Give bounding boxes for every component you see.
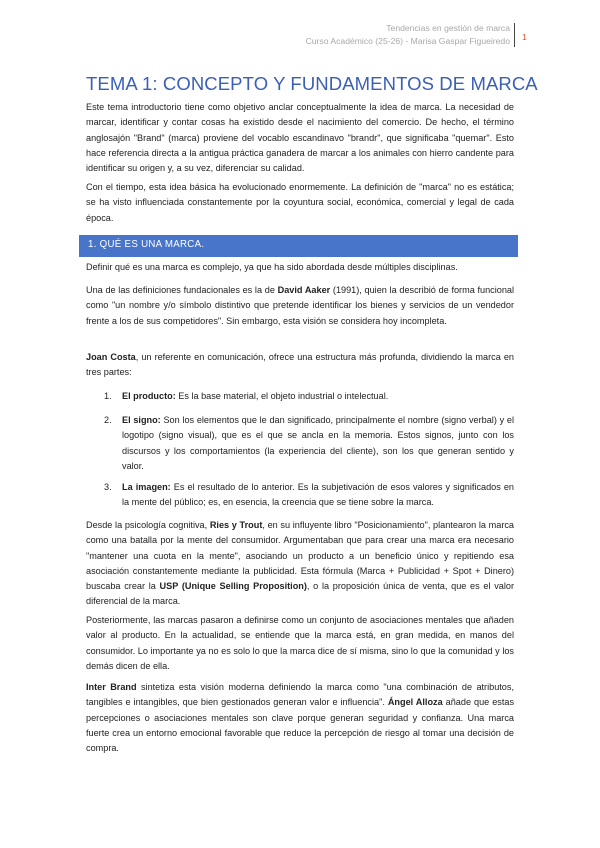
list-item-description: Son los elementos que le dan significado, principalmente el nombre (signo verbal) y el logotipo (signo visual), que es el que se ancla en la memoria. Estos signos, junto con los discursos y los comportamientos (la experiencia del cliente), son los que generan sentido y valor. [122,415,514,471]
section-paragraph-interbrand [86,680,514,756]
section-paragraph-associations: Posteriormente, las marcas pasaron a definirse como un conjunto de asociaciones mentales que añaden valor al producto. En la actualidad, se entiende que la marca está, en gran medida, en manos del consumidor. Lo importante ya no es solo lo que la marca dice de sí misma, sino lo que la comunidad y los demás dicen de ella. [86,615,514,671]
list-item-description: Es la base material, el objeto industrial o intelectual. [175,391,389,401]
ries-trout-intro: Desde la psicología cognitiva, [86,520,210,530]
list-item-term: El signo: [122,415,161,425]
list-item-text [122,413,514,474]
list-item-term: El producto: [122,391,176,401]
header-course-title: Tendencias en gestión de marca [386,23,510,33]
costa-name: Joan Costa [86,352,136,362]
aaker-definition-text: (1991), quien la describió de forma funcional como "un nombre y/o símbolo distintivo que pretende identificar los bienes y servicios de un vendedor frente a los de sus competidores". Sin embargo, esta visión se considera hoy incompleta. [86,285,515,326]
aaker-name: David Aaker [277,285,331,295]
list-item-text [122,480,514,511]
section-paragraph-1: Definir qué es una marca es complejo, ya que ha sido abordada desde múltiples disciplinas. [86,262,458,272]
header-course-info: Curso Académico (25-26) - Marisa Gaspar Figueiredo [305,35,510,46]
interbrand-name: Inter Brand [86,682,137,692]
header-divider [514,23,515,47]
intro-paragraph-2: Con el tiempo, esta idea básica ha evolucionado enormemente. La definición de "marca" no es estática; se ha visto influenciada constantemente por la coyuntura social, económica, comercial y legal de cada época. [86,182,514,223]
list-item-description: Es el resultado de lo anterior. Es la subjetivación de esos valores y significados en la mente del público; es, en esencia, la creencia que se tiene sobre la marca. [122,482,515,508]
interbrand-text: sintetiza esta visión moderna definiendo la marca como "una combinación de atributos, tangibles e intangibles, que bien gestionados generan valor e influencia". [86,682,514,708]
list-item-text [122,389,514,404]
usp-term: USP (Unique Selling Proposition) [159,581,307,592]
list-item-number: 1. [104,391,112,401]
page-title: TEMA 1: CONCEPTO Y FUNDAMENTOS DE MARCA [86,73,538,94]
list-item-term: La imagen: [122,482,171,492]
section-paragraph-ries-trout [86,518,514,610]
ries-trout-name: Ries y Trout [209,520,263,530]
section-paragraph-aaker [86,283,514,329]
list-item-number: 2. [104,415,112,425]
header-text [306,22,510,47]
usp-text: , o la proposición única de venta, que es el valor diferencial de la marca. [86,581,515,607]
section-heading-banner [79,235,518,257]
intro-paragraph-1: Este tema introductorio tiene como objetivo anclar conceptualmente la idea de marca. La necesidad de marcar, identificar y contar cosas ha existido desde el nacimiento del comercio. De hecho, el término anglosajón "Brand" (marca) proviene del vocablo escandinavo "brandr", que significaba "quemar". Esto hace referencia directa a la antigua práctica ganadera de marcar a los animales con hierro candente para identificar su origen y, a su vez, diferenciar su calidad. [86,102,514,174]
page-header [0,20,600,48]
section-heading: 1. QUÉ ES UNA MARCA. [88,239,205,250]
alloza-name: Ángel Alloza [387,697,443,708]
costa-text: , un referente en comunicación, ofrece una estructura más profunda, dividiendo la marca en tres partes: [86,352,515,378]
alloza-text: añade que estas percepciones o asociaciones mentales son clave porque generan seguridad y confianza. Una marca fuerte crea un entorno emocional favorable que reduce la percepción de riesgo al tomar una decisión de compra. [86,697,515,754]
section-paragraph-costa [86,350,514,381]
ries-trout-text: , en su influyente libro "Posicionamiento", plantearon la marca como una batalla por la mente del consumidor. Argumentaban que para crear una marca era necesario "mantener una cuota en la mente", asociando un producto a un beneficio único y repitiendo esa asociación constantemente mediante la publicidad. Esta fórmula (Marca + Publicidad + Spot + Dinero) buscaba crear la [86,520,514,592]
page-number: 1 [522,32,527,42]
aaker-intro-text: Una de las definiciones fundacionales es la de [86,285,278,295]
list-item-number: 3. [104,482,112,492]
